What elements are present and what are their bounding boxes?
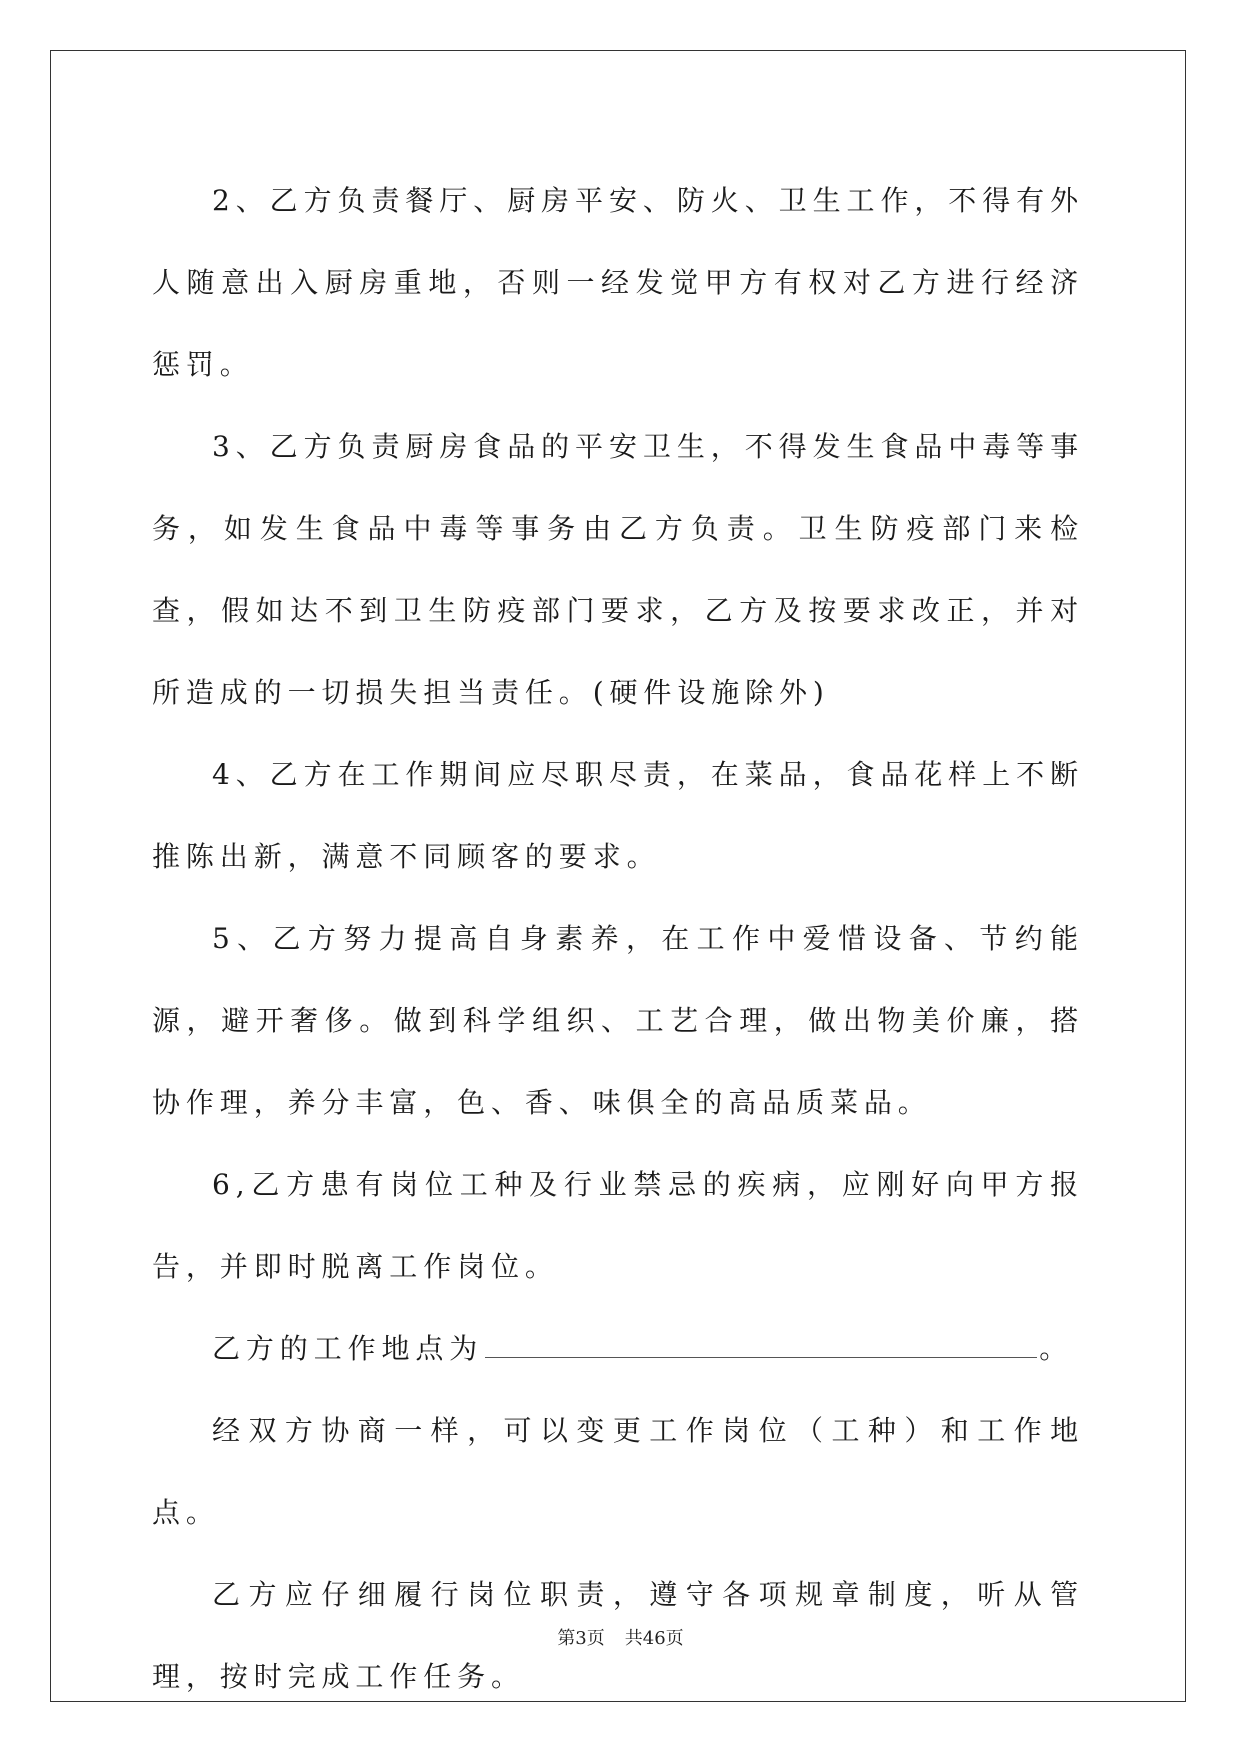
clause-6: 6,乙方患有岗位工种及行业禁忌的疾病，应刚好向甲方报告，并即时脱离工作岗位。 xyxy=(152,1168,1084,1283)
page-footer xyxy=(0,1627,1241,1651)
clause-4: 4、乙方在工作期间应尽职尽责，在菜品，食品花样上不断推陈出新，满意不同顾客的要求。 xyxy=(152,758,1084,873)
duty-clause: 乙方应仔细履行岗位职责，遵守各项规章制度，听从管理，按时完成工作任务。 xyxy=(152,1578,1084,1693)
work-location-period: 。 xyxy=(1039,1332,1074,1365)
clause-3: 3、乙方负责厨房食品的平安卫生，不得发生食品中毒等事务，如发生食品中毒等事务由乙方负责。卫生防疫部门来检查，假如达不到卫生防疫部门要求，乙方及按要求改正，并对所造成的一切损失担当责任。(硬件设施除外) xyxy=(152,430,1084,709)
document-body xyxy=(152,160,1084,1718)
work-location-label: 乙方的工作地点为 xyxy=(212,1332,484,1365)
clause-5: 5、乙方努力提高自身素养，在工作中爱惜设备、节约能源，避开奢侈。做到科学组织、工艺合理，做出物美价廉，搭协作理，养分丰富，色、香、味俱全的高品质菜品。 xyxy=(152,922,1084,1119)
page-number: 第3页 xyxy=(557,1628,605,1649)
work-location-line xyxy=(152,1308,1084,1390)
work-location-blank xyxy=(485,1327,1037,1358)
page-total: 共46页 xyxy=(624,1628,684,1649)
clause-2: 2、乙方负责餐厅、厨房平安、防火、卫生工作，不得有外人随意出入厨房重地，否则一经发觉甲方有权对乙方进行经济惩罚。 xyxy=(152,184,1084,381)
change-clause: 经双方协商一样，可以变更工作岗位（工种）和工作地点。 xyxy=(152,1414,1084,1529)
